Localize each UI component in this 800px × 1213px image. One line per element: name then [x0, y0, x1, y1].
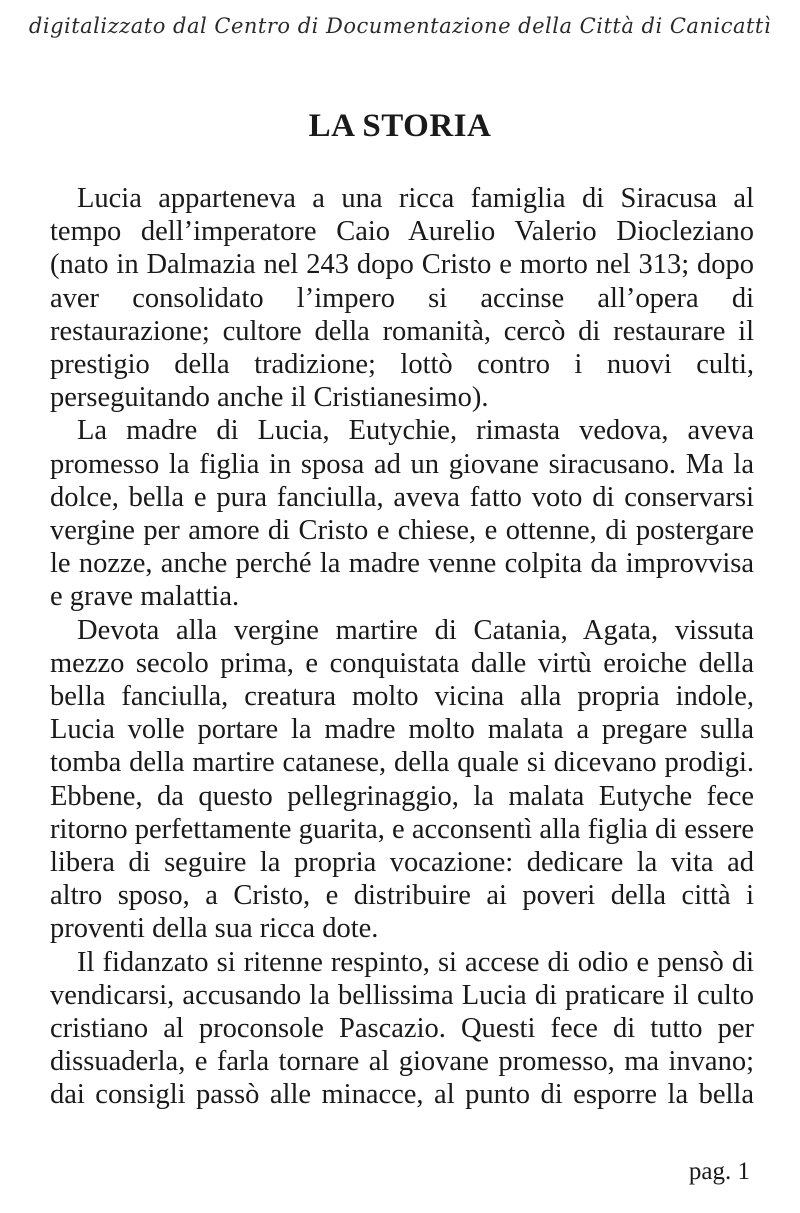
text-line: Ebbene, da questo pellegrinaggio, la malata Eutyche fece — [50, 780, 754, 812]
text-line: Lucia apparteneva a una ricca famiglia di Siracusa al — [77, 183, 754, 214]
text-line: Devota alla vergine martire di Catania, Agata, vissuta — [77, 614, 754, 646]
text-line: prestigio della tradizione; lottò contro i nuovi culti, — [50, 349, 754, 381]
text-line: Il fidanzato si ritenne respinto, si accese di odio e pensò di — [77, 946, 754, 978]
paragraph — [50, 414, 754, 613]
text-line: libera di seguire la propria vocazione: dedicare la vita ad — [50, 847, 754, 879]
text-line: tempo dell’imperatore Caio Aurelio Valerio Diocleziano — [50, 216, 754, 248]
text-line: e grave malattia. — [50, 581, 240, 613]
text-line: mezzo secolo prima, e conquistata dalle virtù eroiche della — [50, 647, 754, 679]
digitization-header: digitalizzato dal Centro di Documentazione della Città di Canicattì — [28, 14, 772, 38]
text-line: restaurazione; cultore della romanità, cercò di restaurare il — [50, 315, 754, 347]
text-line: bella fanciulla, creatura molto vicina alla propria indole, — [50, 681, 754, 713]
paragraph — [50, 182, 754, 414]
paragraph — [50, 946, 754, 1112]
text-line: aver consolidato l’impero si accinse all’opera di — [50, 282, 754, 314]
text-line: (nato in Dalmazia nel 243 dopo Cristo e morto nel 313; dopo — [50, 249, 754, 281]
page-number: pag. 1 — [688, 1158, 750, 1185]
text-line: ritorno perfettamente guarita, e acconsentì alla figlia di essere — [50, 813, 754, 845]
article-body — [50, 182, 754, 1112]
text-line: proventi della sua ricca dote. — [50, 913, 379, 945]
text-line: dissuaderla, e farla tornare al giovane promesso, ma invano; — [50, 1046, 754, 1078]
text-line: dai consigli passò alle minacce, al punto di esporre la bella — [50, 1079, 754, 1111]
text-line: La madre di Lucia, Eutychie, rimasta vedova, aveva — [77, 415, 754, 447]
text-line: vendicarsi, accusando la bellissima Lucia di praticare il culto — [50, 979, 754, 1011]
text-line: altro sposo, a Cristo, e distribuire ai poveri della città i — [50, 880, 754, 912]
text-line: cristiano al proconsole Pascazio. Questi fece di tutto per — [50, 1013, 754, 1045]
text-line: Lucia volle portare la madre molto malata a pregare sulla — [50, 714, 754, 746]
text-line: dolce, bella e pura fanciulla, aveva fatto voto di conservarsi — [50, 481, 754, 513]
text-line: perseguitando anche il Cristianesimo). — [50, 382, 489, 414]
text-line: vergine per amore di Cristo e chiese, e ottenne, di postergare — [50, 515, 754, 547]
text-line: le nozze, anche perché la madre venne colpita da improvvisa — [50, 548, 754, 580]
text-line: tomba della martire catanese, della quale si dicevano prodigi. — [50, 747, 754, 779]
page-title: LA STORIA — [308, 108, 492, 144]
paragraph — [50, 614, 754, 946]
text-line: promesso la figlia in sposa ad un giovane siracusano. Ma la — [50, 448, 754, 480]
